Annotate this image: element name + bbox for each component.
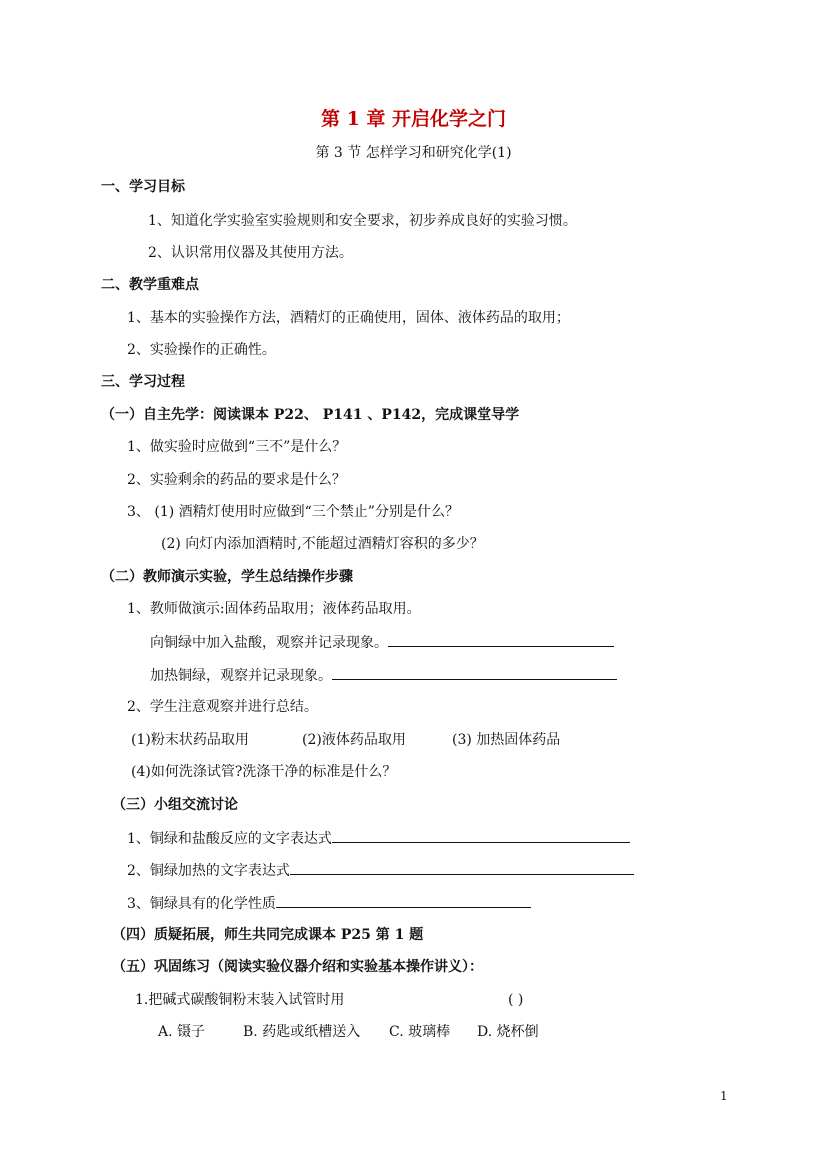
- sec1-item-1: 1、知道化学实验室实验规则和安全要求，初步养成良好的实验习惯。: [148, 213, 577, 229]
- answer-line[interactable]: [332, 667, 617, 680]
- part2-opt-4: (4)如何洗涤试管?洗涤干净的标准是什么？: [131, 764, 397, 780]
- part1-q2: 2、实验剩余的药品的要求是什么？: [127, 472, 346, 488]
- part2-q1a-text: 向铜绿中加入盐酸，观察并记录现象。: [150, 635, 388, 651]
- answer-line[interactable]: [276, 895, 531, 908]
- page-title: 第 1 章 开启化学之门: [320, 108, 507, 130]
- part3-heading: （三）小组交流讨论: [112, 797, 238, 813]
- part2-q1: 1、教师做演示:固体药品取用；液体药品取用。: [127, 601, 421, 617]
- part3-q2-text: 2、铜绿加热的文字表达式: [127, 863, 290, 879]
- answer-line[interactable]: [290, 862, 634, 875]
- choice-c: C. 玻璃棒: [389, 1024, 451, 1040]
- part2-q1a: [150, 634, 614, 650]
- part1-q1: 1、做实验时应做到“三不”是什么？: [127, 439, 347, 455]
- part2-heading: （二）教师演示实验，学生总结操作步骤: [101, 569, 353, 585]
- choice-a: A. 镊子: [158, 1024, 206, 1040]
- part2-q1b-text: 加热铜绿，观察并记录现象。: [150, 668, 332, 684]
- part3-q2: [127, 862, 634, 878]
- part5-q1: 1.把碱式碳酸铜粉末装入试管时用: [135, 992, 345, 1008]
- section-subtitle: 第 3 节 怎样学习和研究化学(1): [315, 145, 512, 161]
- part2-opt-3: (3) 加热固体药品: [452, 732, 561, 748]
- part2-q1b: [150, 667, 617, 683]
- answer-bracket[interactable]: ( ): [508, 992, 524, 1008]
- choice-d: D. 烧杯倒: [477, 1024, 539, 1040]
- sec2-item-2: 2、实验操作的正确性。: [127, 342, 276, 358]
- part1-q3b: (2) 向灯内添加酒精时,不能超过酒精灯容积的多少？: [161, 536, 484, 552]
- part4-heading: （四）质疑拓展，师生共同完成课本 P25 第 1 题: [112, 927, 424, 943]
- sec3-heading: 三、学习过程: [101, 374, 185, 390]
- answer-line[interactable]: [388, 634, 614, 647]
- part2-opt-1: (1)粉末状药品取用: [131, 732, 249, 748]
- part3-q1-text: 1、铜绿和盐酸反应的文字表达式: [127, 831, 332, 847]
- part2-opt-2: (2)液体药品取用: [302, 732, 406, 748]
- part1-q3a: 3、 (1) 酒精灯使用时应做到“三个禁止”分别是什么？: [127, 504, 459, 520]
- part1-heading: （一）自主先学：阅读课本 P22、 P141 、P142，完成课堂导学: [101, 407, 520, 423]
- sec2-heading: 二、教学重难点: [101, 277, 199, 293]
- answer-line[interactable]: [332, 830, 630, 843]
- choice-b: B. 药匙或纸槽送入: [243, 1024, 361, 1040]
- part3-q3: [127, 895, 531, 911]
- sec2-item-1: 1、基本的实验操作方法，酒精灯的正确使用，固体、液体药品的取用；: [127, 310, 570, 326]
- part5-heading: （五）巩固练习（阅读实验仪器介绍和实验基本操作讲义）：: [112, 959, 483, 975]
- part2-q2: 2、学生注意观察并进行总结。: [127, 699, 318, 715]
- sec1-heading: 一、学习目标: [101, 179, 185, 195]
- part3-q1: [127, 830, 630, 846]
- part3-q3-text: 3、铜绿具有的化学性质: [127, 896, 276, 912]
- page-number: 1: [720, 1089, 728, 1103]
- sec1-item-2: 2、认识常用仪器及其使用方法。: [148, 245, 353, 261]
